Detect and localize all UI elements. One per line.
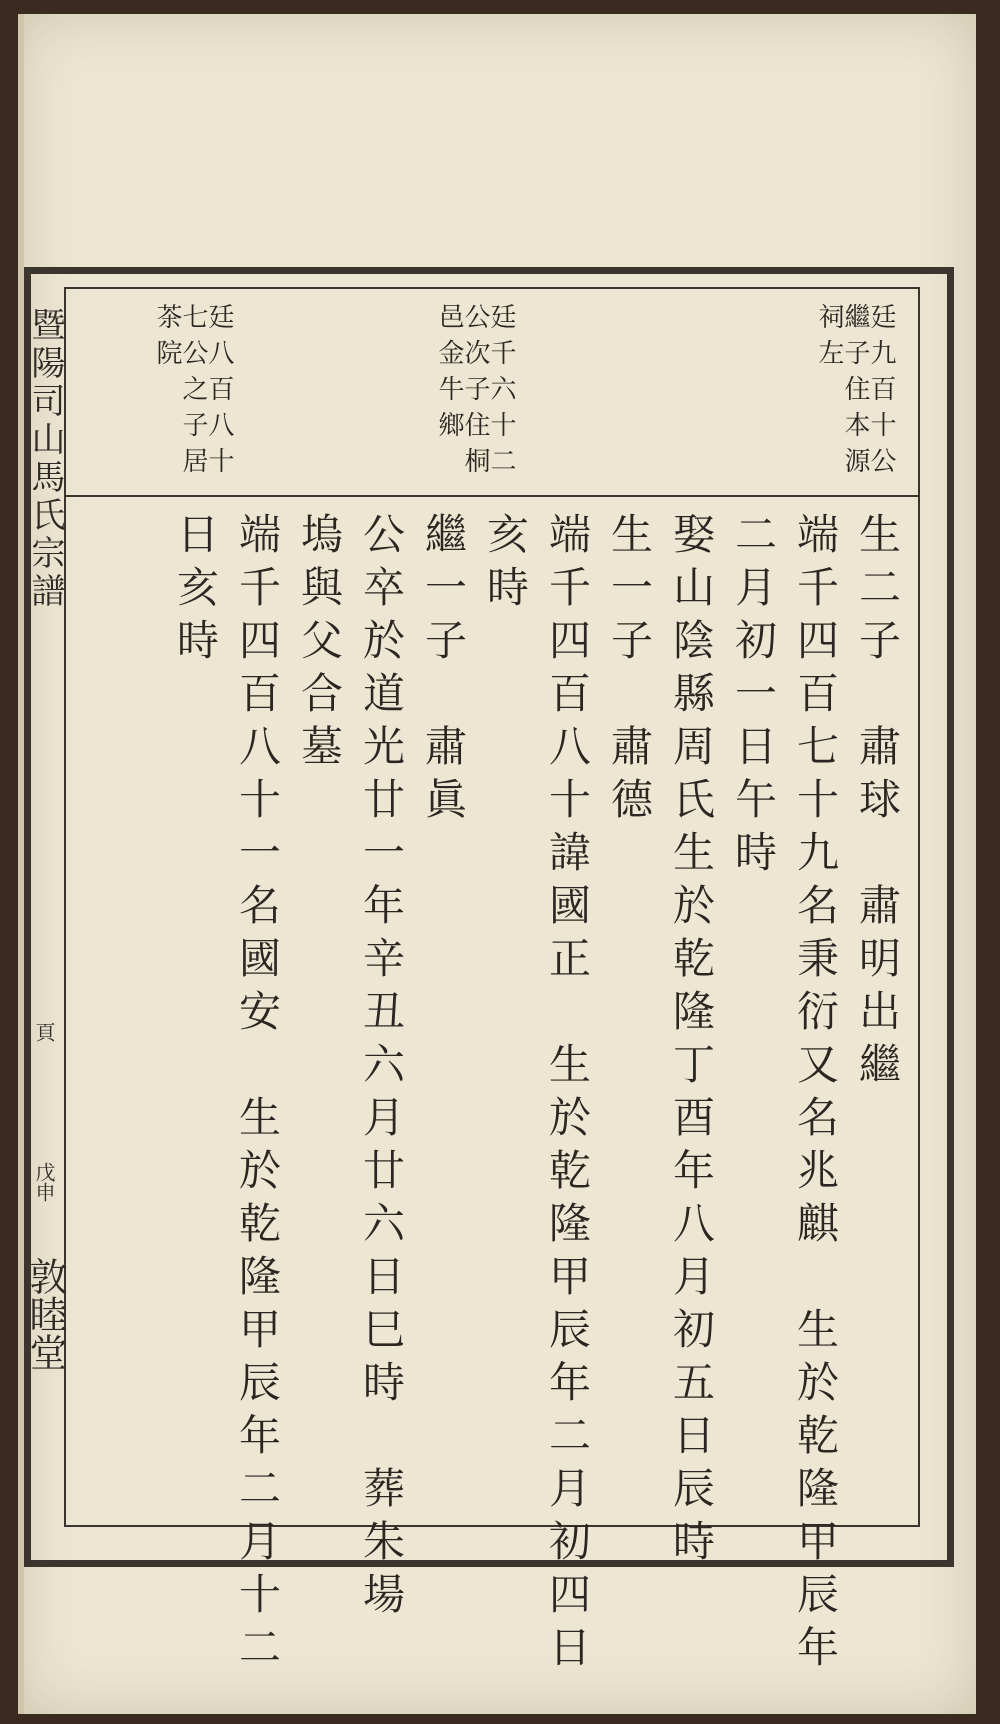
text-column: 日亥時 [171,512,220,671]
spine-cyclical-year: 戊申 [32,1162,56,1202]
frame-area [23,267,954,1678]
text-column: 端千四百七十九名秉衍又名兆麒 生於乾隆甲辰年 [791,512,840,1678]
spine-title: 暨陽司山馬氏宗譜 [25,307,65,611]
genealogy-page [18,14,976,1714]
spine-page-label: 頁 [32,1022,56,1042]
text-column: 二月初一日午時 [729,512,778,883]
header-divider [64,495,920,497]
text-column: 端千四百八十一名國安 生於乾隆甲辰年二月十二 [233,512,282,1678]
note-text: 廷千六十二公次子住桐邑金牛鄉 [434,303,516,483]
text-column: 娶山陰縣周氏生於乾隆丁酉年八月初五日辰時 [667,512,716,1572]
text-column: 生一子 肅德 [605,512,654,830]
text-column: 端千四百八十諱國正 生於乾隆甲辰年二月初四日 [543,512,592,1678]
text-column: 亥時 [481,512,530,618]
text-column: 公卒於道光廿一年辛丑六月廿六日巳時 葬朱場 [357,512,406,1625]
text-column: 生二子 肅球 肅明出繼 [853,512,902,1095]
text-column: 繼一子 肅眞 [419,512,468,830]
note-text: 廷八百八十七公之子居茶院 [152,303,234,483]
text-column: 塢與父合墓 [295,512,344,777]
spine-hall-name: 敦睦堂 [23,1257,67,1371]
note-text: 廷九百十公繼子住本源祠左 [814,303,896,483]
